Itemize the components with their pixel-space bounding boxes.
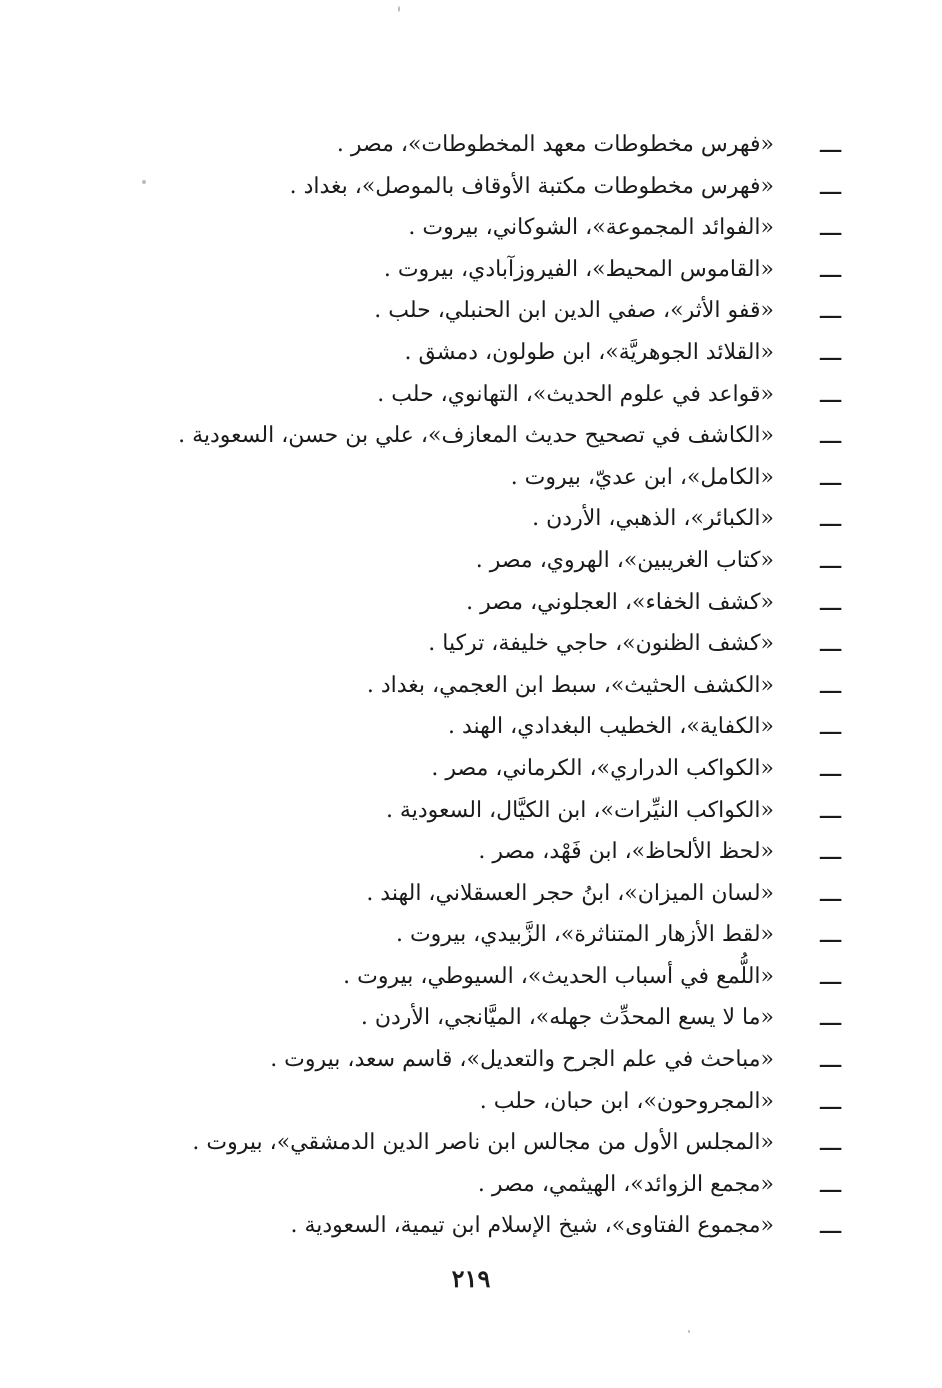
entry-dash: ـــ [820,1211,842,1240]
entry-text: «القلائد الجوهريَّة»، ابن طولون، دمشق . [404,339,774,365]
entry-text: «مجموع الفتاوى»، شيخ الإسلام ابن تيمية، السعودية . [290,1213,774,1239]
entry-text: «المجلس الأول من مجالس ابن ناصر الدين الدمشقي»، بيروت . [192,1130,774,1156]
bibliography-entry [0,1081,942,1123]
bibliography-entry [0,748,942,790]
entry-dash: ـــ [820,462,842,491]
bibliography-entry [0,415,942,457]
entry-dash: ـــ [820,1045,842,1074]
entry-text: «الفوائد المجموعة»، الشوكاني، بيروت . [408,215,774,241]
entry-text: «لسان الميزان»، ابنُ حجر العسقلاني، الهند . [366,880,774,906]
bibliography-entry [0,498,942,540]
bibliography-entry [0,1164,942,1206]
entry-dash: ـــ [820,421,842,450]
bibliography-entry [0,207,942,249]
entry-dash: ـــ [820,1169,842,1198]
bibliography-entry [0,1205,942,1247]
entry-text: «كشف الخفاء»، العجلوني، مصر . [466,589,774,615]
entry-dash: ـــ [820,795,842,824]
entry-text: «كشف الظنون»، حاجي خليفة، تركيا . [428,631,774,657]
bibliography-entry [0,290,942,332]
entry-dash: ـــ [820,878,842,907]
entry-dash: ـــ [820,670,842,699]
entry-text: «المجروحون»، ابن حبان، حلب . [479,1088,774,1114]
entry-text: «الكاشف في تصحيح حديث المعازف»، علي بن حسن، السعودية . [178,423,774,449]
bibliography-entry [0,623,942,665]
bibliography-entry [0,374,942,416]
bibliography-entry [0,332,942,374]
entry-text: «الكواكب الدراري»، الكرماني، مصر . [431,755,774,781]
entry-dash: ـــ [820,254,842,283]
entry-text: «لقط الأزهار المتناثرة»، الزَّبيدي، بيروت . [395,922,774,948]
entry-dash: ـــ [820,171,842,200]
entry-text: «كتاب الغريبين»، الهروي، مصر . [475,547,774,573]
bibliography-entry [0,166,942,208]
entry-dash: ـــ [820,920,842,949]
entry-text: «اللُّمع في أسباب الحديث»، السيوطي، بيروت . [343,963,774,989]
entry-dash: ـــ [820,379,842,408]
entry-dash: ـــ [820,545,842,574]
page-number: ٢١٩ [451,1264,491,1293]
entry-dash: ـــ [820,213,842,242]
bibliography-entry [0,665,942,707]
entry-dash: ـــ [820,587,842,616]
entry-dash: ـــ [820,337,842,366]
bibliography-entry [0,124,942,166]
entry-text: «الكبائر»، الذهبي، الأردن . [532,506,774,532]
bibliography-entry [0,831,942,873]
entry-text: «مباحث في علم الجرح والتعديل»، قاسم سعد، بيروت . [270,1047,774,1073]
entry-text: «الكواكب النيِّرات»، ابن الكيَّال، السعودية . [385,797,774,823]
scan-speck [688,1330,690,1333]
entry-dash: ـــ [820,712,842,741]
bibliography-entry [0,873,942,915]
bibliography-entry [0,790,942,832]
entry-dash: ـــ [820,504,842,533]
scan-speck [398,6,400,12]
bibliography-entry [0,249,942,291]
entry-text: «ما لا يسع المحدِّث جهله»، الميَّانجي، الأردن . [360,1005,774,1031]
entry-text: «مجمع الزوائد»، الهيثمي، مصر . [477,1171,774,1197]
bibliography-entry [0,457,942,499]
bibliography-entry [0,997,942,1039]
entry-dash: ـــ [820,1086,842,1115]
bibliography-entry [0,706,942,748]
entry-text: «الكامل»، ابن عديّ، بيروت . [510,464,774,490]
entry-text: «الكشف الحثيث»، سبط ابن العجمي، بغداد . [366,672,774,698]
entry-text: «فهرس مخطوطات معهد المخطوطات»، مصر . [336,132,774,157]
entry-text: «لحظ الألحاظ»، ابن فَهْد، مصر . [478,839,774,865]
bibliography-entry [0,540,942,582]
entry-dash: ـــ [820,130,842,158]
bibliography-entry [0,1039,942,1081]
bibliography-list [0,124,942,1247]
entry-text: «فهرس مخطوطات مكتبة الأوقاف بالموصل»، بغداد . [289,173,774,199]
entry-dash: ـــ [820,1003,842,1032]
entry-dash: ـــ [820,1128,842,1157]
bibliography-entry [0,956,942,998]
entry-dash: ـــ [820,629,842,658]
scan-speck [142,180,146,184]
entry-text: «قواعد في علوم الحديث»، التهانوي، حلب . [377,381,774,407]
bibliography-entry [0,1122,942,1164]
entry-text: «قفو الأثر»، صفي الدين ابن الحنبلي، حلب . [374,298,774,324]
entry-dash: ـــ [820,753,842,782]
entry-dash: ـــ [820,961,842,990]
entry-dash: ـــ [820,296,842,325]
entry-text: «القاموس المحيط»، الفيروزآبادي، بيروت . [383,256,774,282]
bibliography-entry [0,914,942,956]
entry-dash: ـــ [820,837,842,866]
entry-text: «الكفاية»، الخطيب البغدادي، الهند . [448,714,774,740]
bibliography-entry [0,582,942,624]
